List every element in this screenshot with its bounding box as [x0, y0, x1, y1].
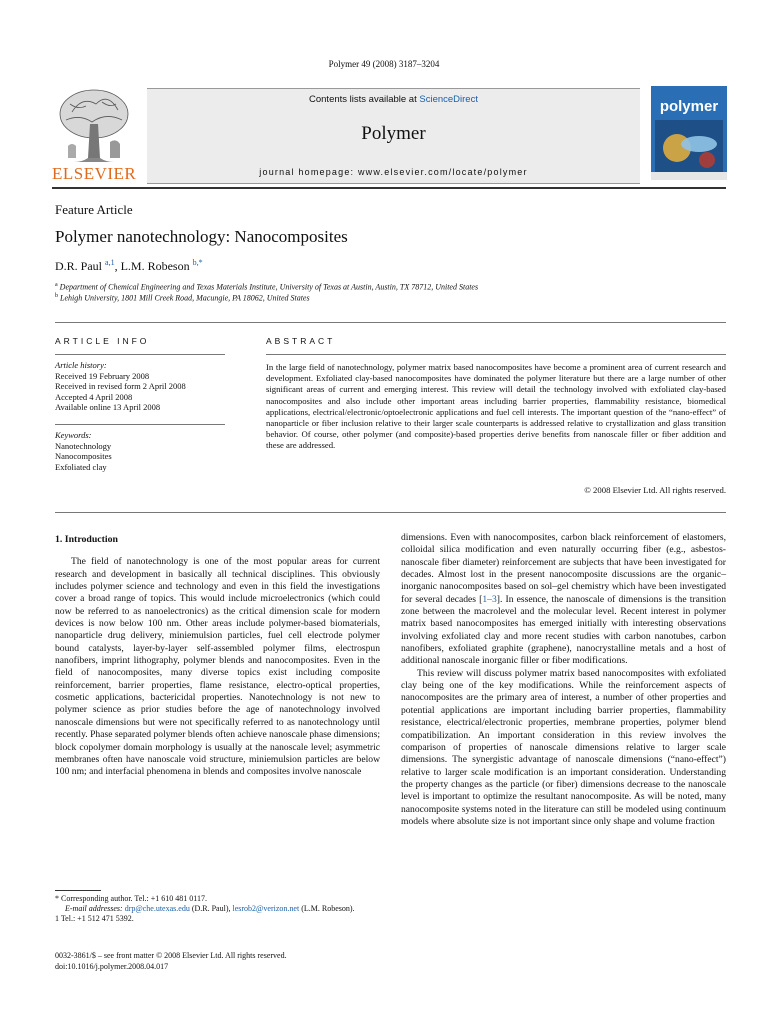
keyword-item[interactable]: Exfoliated clay	[55, 461, 107, 472]
journal-homepage-link[interactable]: journal homepage: www.elsevier.com/locate/polymer	[259, 167, 528, 177]
elsevier-logo-text: ELSEVIER	[52, 164, 137, 183]
elsevier-logo[interactable]	[52, 84, 136, 184]
email-label: E-mail addresses:	[65, 904, 123, 914]
contents-prefix: Contents lists available at	[309, 94, 417, 105]
email-owner: (D.R. Paul),	[189, 904, 233, 914]
journal-title: Polymer	[361, 123, 426, 144]
affiliation-a	[55, 282, 478, 292]
paragraph-text: dimensions. Even with nanocomposites, carbon black reinforcement of elastomers, colloidal silica modification and even naturally occurring fiber (e.g., asbestos-nanoscale fiber diameter) reinforcement are subjects that have been investigated for decades. Almost lost in the present nanocomposite discussions are the organic–inorganic nanocomposites based on sol–gel chemistry which have been investigated for several decades [	[401, 532, 726, 605]
article-history	[55, 360, 225, 413]
affiliation-b	[55, 293, 310, 303]
email-note	[55, 904, 380, 914]
email-owner: (L.M. Robeson).	[299, 904, 355, 914]
article-history-label: Article history:	[55, 360, 107, 370]
author-marks[interactable]: a,1	[105, 258, 115, 267]
tree-logo-icon	[52, 84, 136, 166]
abstract-rule	[266, 354, 726, 355]
article-title: Polymer nanotechnology: Nanocomposites	[55, 227, 348, 246]
author-name[interactable]: L.M. Robeson	[120, 259, 190, 273]
email-link[interactable]: drp@che.utexas.edu	[124, 904, 190, 914]
abstract-heading: ABSTRACT	[266, 336, 336, 346]
header-rule	[52, 187, 726, 189]
cover-title: polymer	[659, 98, 719, 115]
abstract-copyright: © 2008 Elsevier Ltd. All rights reserved.	[584, 485, 726, 495]
footnote-1: 1 Tel.: +1 512 471 5392.	[55, 914, 134, 924]
body-left-column	[55, 532, 380, 779]
abstract-text: In the large field of nanotechnology, polymer matrix based nanocomposites have become a prominent area of current research and development. Exfoliated clay-based nanocomposites have dominated the polymer literature but there are a large number of other significant areas of current and emerging interest. This review will detail the technology involved with exfoliated clay-based nanocomposites and also include other important areas including barrier properties, flammability resistance, biomedical applications, electrical/electronic/optoelectronic applications and fuel cell interests. The important question of the “nano-effect” of nanoparticle or fiber inclusion relative to their larger scale counterparts is addressed relative to crystallization and glass transition behavior. Of course, other polymer (and composite)-based properties derive benefits from nanoscale filler or fiber addition and these are addressed.	[266, 362, 726, 451]
cover-graphic-icon	[651, 86, 727, 180]
affiliation-text: Department of Chemical Engineering and Texas Materials Institute, University of Texas at Austin, Austin, TX 78712, United States	[59, 282, 479, 292]
journal-header	[147, 88, 640, 184]
history-item: Accepted 4 April 2008	[55, 391, 133, 402]
body-paragraph	[401, 532, 726, 668]
affiliation-text: Lehigh University, 1801 Mill Creek Road, Macungie, PA 18062, United States	[60, 293, 310, 303]
history-item: Received 19 February 2008	[55, 370, 150, 381]
keyword-item[interactable]: Nanotechnology	[55, 440, 112, 451]
body-paragraph: This review will discuss polymer matrix based nanocomposites with exfoliated clay being one of the key modifications. While the reinforcement aspects of nanocomposites are the primary area of interest, a number of other properties and potential applications are important including barrier properties, flammability resistance, electrical/electronic properties, membrane properties, polymer blend compatibilization. An important consideration in this review involves the comparison of properties of nanoscale dimensions relative to larger scale dimensions. The synergistic advantage of nanoscale dimensions (“nano-effect”) relative to larger scale modification is an important consideration. Understanding the property changes as the particle (or fiber) dimensions decrease to the nanoscale level is important to optimize the resultant nanocomposite. As will be noted, many nanocomposite systems noted in the literature can still be modeled using continuum models where absolute size is not important since only shape and volume fraction	[401, 667, 726, 827]
publication-meta	[55, 951, 385, 972]
keyword-item[interactable]: Nanocomposites	[55, 451, 112, 461]
history-item: Received in revised form 2 April 2008	[55, 381, 186, 391]
article-type: Feature Article	[55, 202, 133, 217]
author-marks[interactable]: b,*	[192, 258, 203, 267]
journal-citation: Polymer 49 (2008) 3187–3204	[328, 59, 440, 69]
abstract-bottom-rule	[55, 512, 726, 513]
author-name[interactable]: D.R. Paul	[55, 259, 103, 273]
footnotes	[55, 894, 380, 925]
contents-line	[147, 94, 640, 105]
footnote-rule	[55, 890, 101, 891]
title-divider	[55, 322, 726, 323]
doi-line[interactable]: doi:10.1016/j.polymer.2008.04.017	[55, 961, 169, 971]
keywords-label: Keywords:	[55, 430, 92, 440]
email-link[interactable]: lesrob2@verizon.net	[232, 904, 300, 914]
keywords	[55, 430, 225, 472]
article-info-heading: ARTICLE INFO	[55, 336, 150, 346]
article-info-rule	[55, 354, 225, 355]
issn-line: 0032-3861/$ – see front matter © 2008 Elsevier Ltd. All rights reserved.	[55, 951, 287, 960]
section-heading: 1. Introduction	[55, 534, 118, 545]
history-item: Available online 13 April 2008	[55, 402, 161, 412]
authors	[55, 258, 203, 274]
body-right-column	[401, 532, 726, 828]
reference-link[interactable]: 1–3	[482, 593, 497, 605]
affiliation-mark: b	[55, 293, 58, 299]
sciencedirect-link[interactable]: ScienceDirect	[419, 94, 478, 105]
keywords-rule	[55, 424, 225, 425]
paragraph-text: ]. In essence, the nanoscale of dimensions is the transition zone between the macrolevel and the molecular level. Recent interest in polymer matrix based nanocomposites has emerged initially with interesting observations involving exfoliated clay and more recent studies with carbon nanotubes, carbon nanofibers, exfoliated graphite (graphene), nanocrystalline metals and a host of additional nanoscale inorganic filler or fiber modifications.	[401, 593, 726, 667]
affiliation-mark: a	[55, 282, 58, 288]
author-separator: ,	[114, 259, 121, 273]
journal-cover-image[interactable]	[651, 86, 727, 180]
corresponding-author-note: * Corresponding author. Tel.: +1 610 481 0117.	[55, 894, 207, 903]
body-paragraph: The field of nanotechnology is one of the most popular areas for current research and development in basically all technical disciplines. This obviously includes polymer science and technology and even in this field the investigations cover a broad range of topics. This would include microelectronics (which could now be referred to as nanoelectronics) as the critical dimension scale for modern devices is now below 100 nm. Other areas include polymer-based biomaterials, nanoparticle drug delivery, miniemulsion particles, fuel cell electrode polymer bound catalysts, layer-by-layer self-assembled polymer films, electrospun nanofibers, imprint lithography, polymer blends and nanocomposites. Even in the field of nanocomposites, many diverse topics exist including composite reinforcement, barrier properties, flame resistance, electro-optical properties, cosmetic applications, bactericidal properties. Nanotechnology is not new to polymer science as prior studies before the age of nanotechnology involved nanoscale dimensions but were not specifically referred to as nanotechnology until recently. Phase separated polymer blends often achieve nanoscale phase dimensions; block copolymer domain morphology is usually at the nanoscale level; asymmetric membranes often have nanoscale void structure, miniemulsion particles are below 100 nm; and interfacial phenomena in blends and composites involve nanoscale	[55, 556, 380, 778]
